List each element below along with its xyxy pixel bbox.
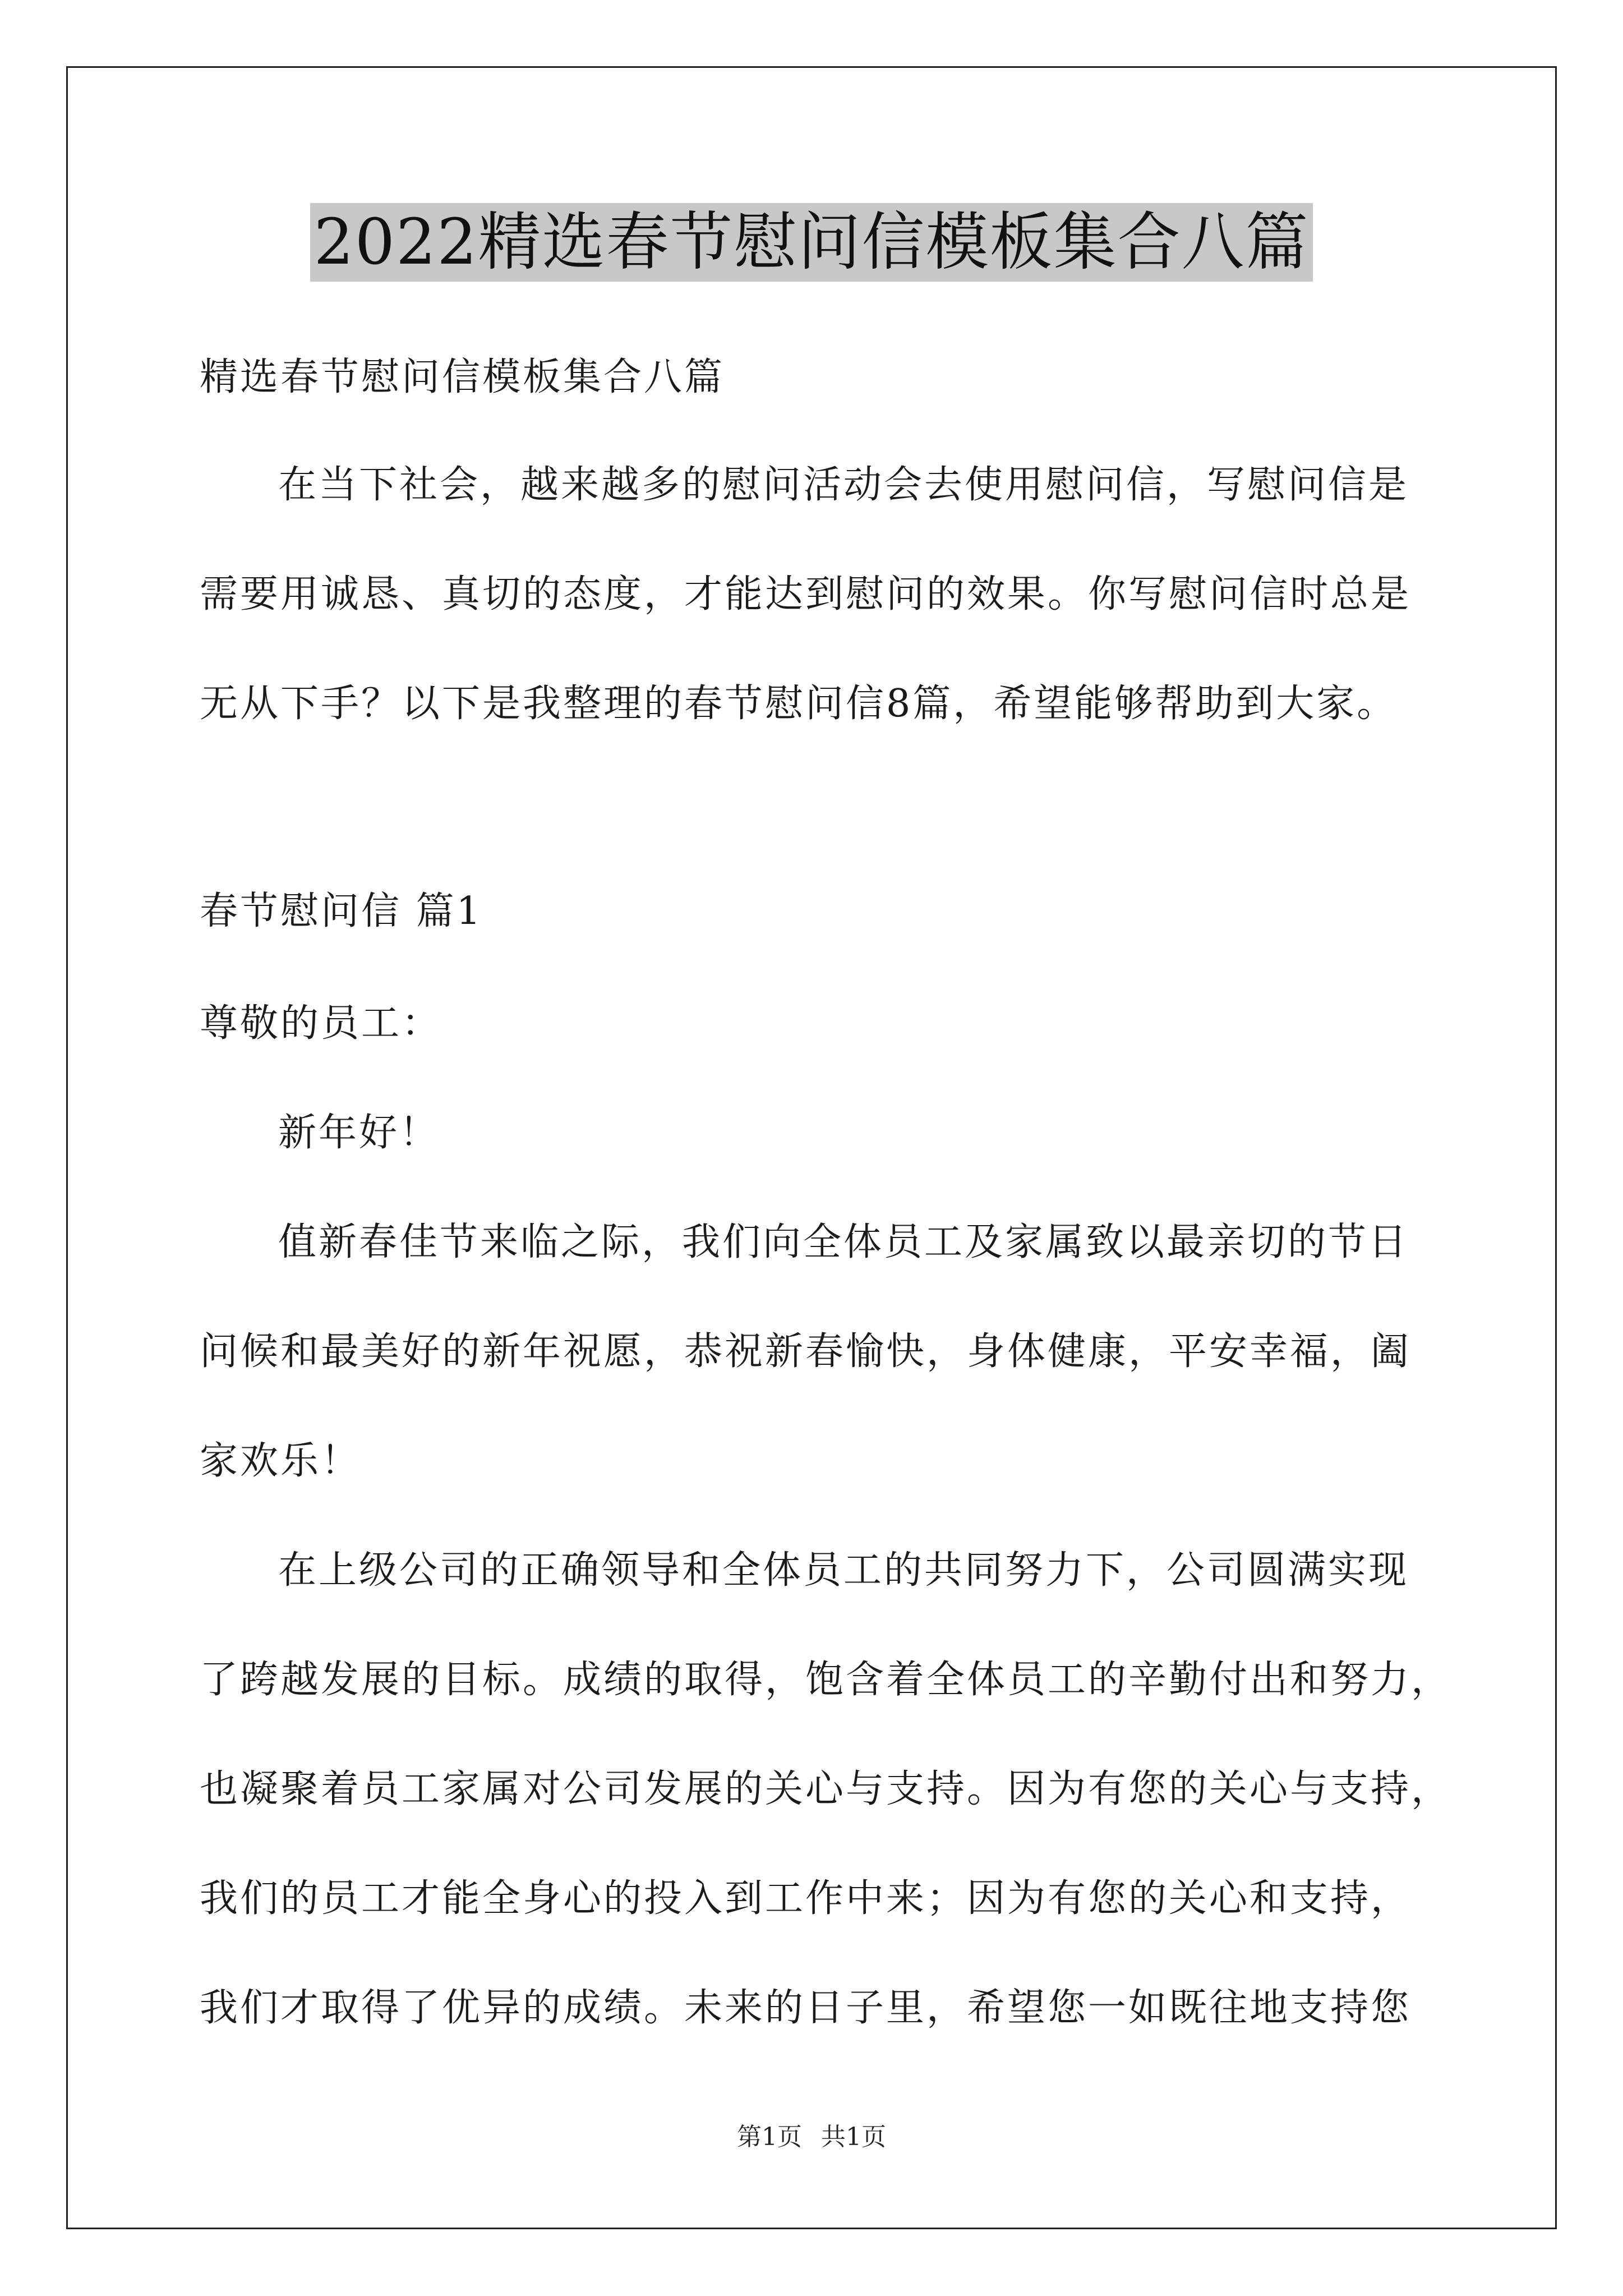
page-number-current: 第1页 xyxy=(737,2123,802,2151)
paragraph-line: 在上级公司的正确领导和全体员工的共同努力下，公司圆满实现 xyxy=(278,1548,1409,1593)
paragraph-line: 我们的员工才能全身心的投入到工作中来；因为有您的关心和支持， xyxy=(200,1876,1412,1921)
paragraph-line: 了跨越发展的目标。成绩的取得，饱含着全体员工的辛勤付出和努力， xyxy=(200,1658,1452,1702)
salutation: 尊敬的员工： xyxy=(200,1001,442,1046)
section-heading: 春节慰问信 篇1 xyxy=(200,889,483,933)
page-footer xyxy=(0,2120,1623,2154)
page-number-total: 共1页 xyxy=(821,2123,886,2151)
paragraph-line: 也凝聚着员工家属对公司发展的关心与支持。因为有您的关心与支持， xyxy=(200,1767,1452,1811)
paragraph-line: 值新春佳节来临之际，我们向全体员工及家属致以最亲切的节日 xyxy=(278,1220,1409,1264)
greeting: 新年好！ xyxy=(278,1111,440,1155)
paragraph-line: 我们才取得了优异的成绩。未来的日子里，希望您一如既往地支持您 xyxy=(200,1986,1412,2030)
document-title: 2022精选春节慰问信模板集合八篇 xyxy=(310,203,1312,282)
intro-line: 无从下手？以下是我整理的春节慰问信8篇，希望能够帮助到大家。 xyxy=(200,682,1398,726)
intro-line: 需要用诚恳、真切的态度，才能达到慰问的效果。你写慰问信时总是 xyxy=(200,572,1412,616)
title-container xyxy=(0,203,1623,282)
paragraph-line: 家欢乐！ xyxy=(200,1439,362,1483)
document-subtitle: 精选春节慰问信模板集合八篇 xyxy=(200,355,725,399)
intro-line: 在当下社会，越来越多的慰问活动会去使用慰问信，写慰问信是 xyxy=(278,463,1409,507)
paragraph-line: 问候和最美好的新年祝愿，恭祝新春愉快，身体健康，平安幸福，阖 xyxy=(200,1329,1412,1374)
